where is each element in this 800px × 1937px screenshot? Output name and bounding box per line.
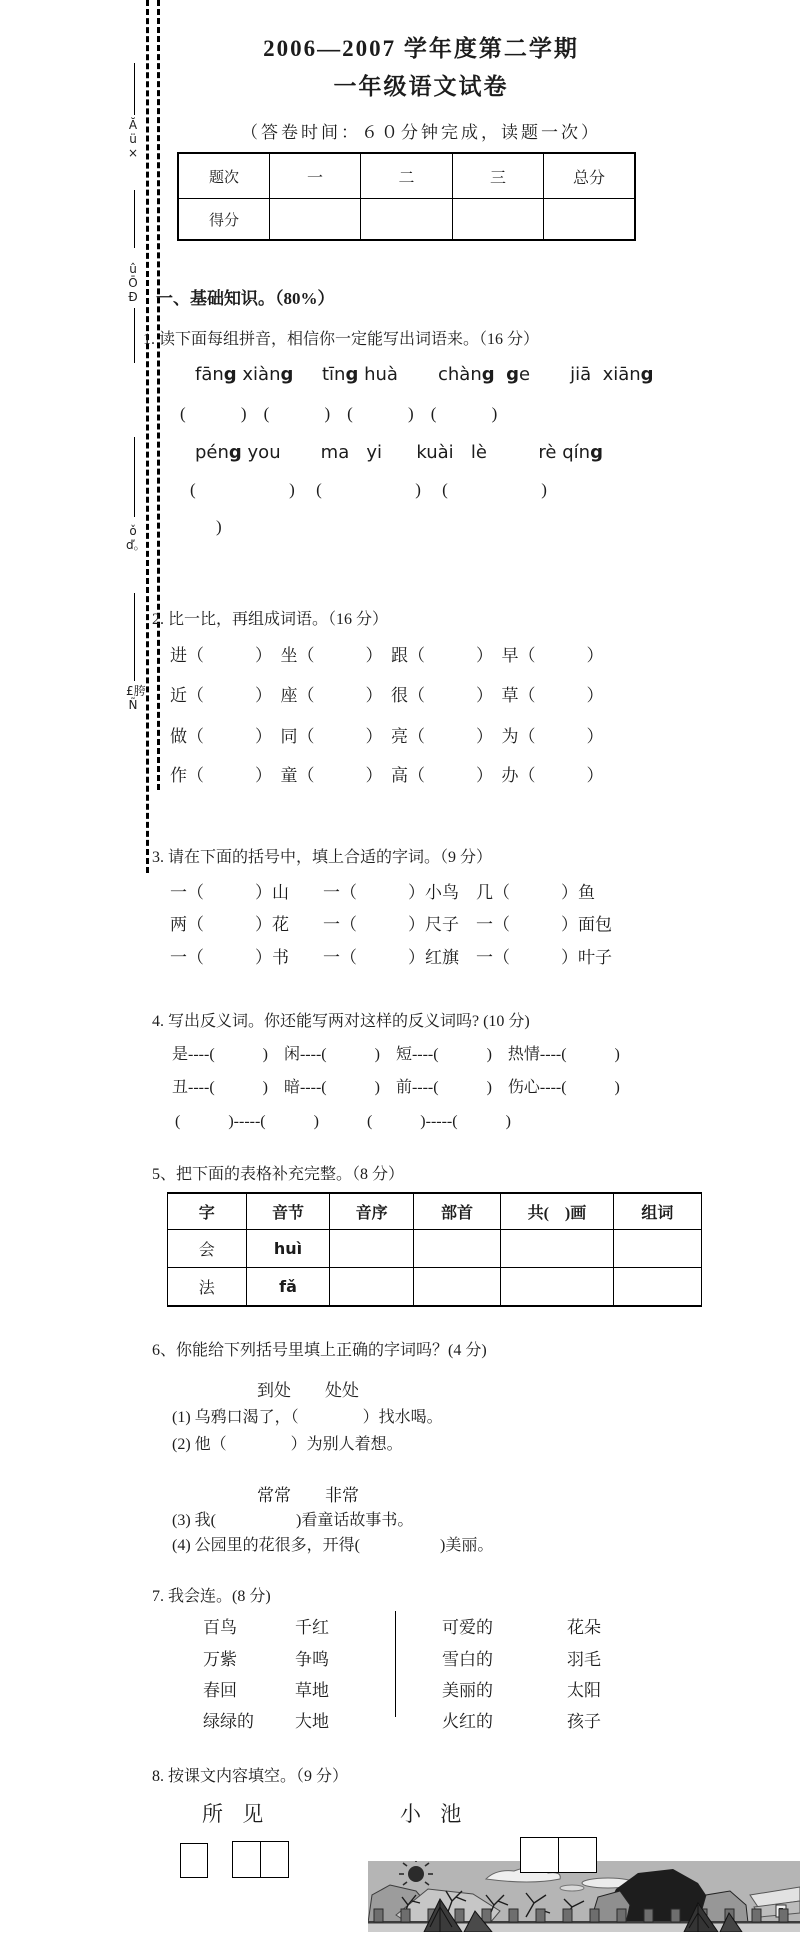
q5-header-row: [168, 1193, 702, 1230]
q5-label: 5、把下面的表格补充完整。（8 分）: [152, 1166, 405, 1183]
q1-wrapped-close-bracket: ): [216, 517, 222, 536]
q7-match-item: 花朵: [567, 1618, 601, 1637]
q3-row: 两（ ）花 一（ ）尺子 一（ ）面包: [170, 915, 612, 934]
q2-row: 作（ ） 童（ ） 高（ ） 办（ ）: [170, 766, 604, 785]
q6-sentence: (4) 公园里的花很多，开得( )美丽。: [172, 1537, 494, 1554]
seal-mark-text: ûŌĐ: [128, 262, 138, 304]
score-row-label: 得分: [178, 199, 270, 241]
q7-match-item: 美丽的: [442, 1681, 493, 1700]
exam-content: [140, 0, 702, 1932]
score-cell: [453, 199, 544, 241]
q7-column-divider: [395, 1611, 396, 1717]
score-header-cell: 总分: [544, 153, 636, 199]
q5-empty-cell: [330, 1230, 413, 1268]
writing-box: [261, 1841, 289, 1878]
q5-header-cell: 部首: [413, 1193, 500, 1230]
score-table-score-row: [178, 199, 635, 241]
q5-syllable-cell: huì: [246, 1230, 330, 1268]
q2-row: 近（ ） 座（ ） 很（ ） 草（ ）: [170, 686, 604, 705]
q5-empty-cell: [613, 1230, 701, 1268]
q6-sentence: (1) 乌鸦口渴了，（ ）找水喝。: [172, 1409, 443, 1426]
q8-writing-box-pair-right: [520, 1837, 597, 1873]
q3-row: 一（ ）山 一（ ）小鸟 几（ ）鱼: [170, 883, 595, 902]
score-header-cell: 三: [453, 153, 544, 199]
writing-box: [180, 1843, 208, 1878]
writing-box: [232, 1841, 261, 1878]
q7-match-item: 绿绿的: [203, 1712, 254, 1731]
q7-match-item: 百鸟: [203, 1618, 237, 1637]
q1-answer-brackets-row-2: ( ) ( ) ( ): [190, 480, 547, 499]
exam-time-note: （答卷时间：６０分钟完成，读题一次）: [241, 123, 601, 142]
q7-match-item: 可爱的: [442, 1618, 493, 1637]
q7-match-item: 千红: [295, 1618, 329, 1637]
q2-row: 进（ ） 坐（ ） 跟（ ） 早（ ）: [170, 646, 604, 665]
q8-writing-box-single: [180, 1843, 208, 1878]
exam-year-title: 2006—2007 学年度第二学期: [263, 36, 579, 61]
score-cell: [544, 199, 636, 241]
q5-empty-cell: [501, 1268, 614, 1307]
q8-writing-box-pair-left: [232, 1841, 289, 1878]
q7-match-item: 孩子: [567, 1712, 601, 1731]
q8-poem-title-xiaochi: 小 池: [400, 1802, 469, 1826]
q5-empty-cell: [413, 1230, 500, 1268]
q5-header-cell: 字: [168, 1193, 247, 1230]
score-table-header-row: [178, 153, 635, 199]
q7-match-item: 太阳: [567, 1681, 601, 1700]
q2-label: 2. 比一比，再组成词语。（16 分）: [152, 611, 389, 628]
q4-row: 是----( ) 闲----( ) 短----( ) 热情----( ): [172, 1046, 620, 1063]
q7-match-item: 争鸣: [295, 1650, 329, 1669]
q7-label: 7. 我会连。(8 分): [152, 1588, 271, 1605]
seal-line-segment: [134, 437, 135, 517]
q1-answer-brackets-row-1: ( ) ( ) ( ) ( ): [180, 404, 498, 423]
q6-label: 6、你能给下列括号里填上正确的字词吗？(4 分): [152, 1342, 487, 1359]
q5-empty-cell: [613, 1268, 701, 1307]
score-header-cell: 一: [270, 153, 361, 199]
writing-box: [520, 1837, 559, 1873]
seal-line-segment: [134, 190, 135, 248]
q5-char-cell: 会: [168, 1230, 247, 1268]
q5-empty-cell: [330, 1268, 413, 1307]
q8-label: 8. 按课文内容填空。（9 分）: [152, 1768, 349, 1785]
exam-subject-title: 一年级语文试卷: [333, 74, 509, 99]
q5-fill-table: [167, 1192, 702, 1307]
q5-header-cell: 组词: [613, 1193, 701, 1230]
q5-header-cell: 音序: [330, 1193, 413, 1230]
q4-row: ( )-----( ) ( )-----( ): [175, 1113, 511, 1130]
q2-row: 做（ ） 同（ ） 亮（ ） 为（ ）: [170, 727, 604, 746]
q1-pinyin-row-2: péng you ma yi kuài lè rè qíng: [195, 442, 603, 463]
section-1-heading: 一、基础知识。（80%）: [156, 289, 335, 308]
seal-mark-text: £胯Ñ: [126, 684, 146, 712]
q6-sentence: (2) 他（ ）为别人着想。: [172, 1436, 403, 1453]
q6-sentence: (3) 我( )看童话故事书。: [172, 1512, 414, 1529]
q5-char-cell: 法: [168, 1268, 247, 1307]
q6-word-options-2: 常常 非常: [257, 1486, 359, 1505]
q5-header-cell: 共( )画: [501, 1193, 614, 1230]
q5-empty-cell: [501, 1230, 614, 1268]
score-header-cell: 二: [361, 153, 453, 199]
q7-match-item: 羽毛: [567, 1650, 601, 1669]
q7-match-item: 万紫: [203, 1650, 237, 1669]
q5-data-row: [168, 1230, 702, 1268]
q7-match-item: 春回: [203, 1681, 237, 1700]
seal-mark-text: ǒď。: [126, 524, 146, 552]
q3-label: 3. 请在下面的括号中，填上合适的字词。（9 分）: [152, 849, 493, 866]
q7-match-item: 火红的: [442, 1712, 493, 1731]
q1-label: 1. 读下面每组拼音，相信你一定能写出词语来。（16 分）: [143, 331, 540, 348]
q7-match-item: 雪白的: [442, 1650, 493, 1669]
q6-word-options-1: 到处 处处: [257, 1381, 359, 1400]
q7-match-item: 大地: [295, 1712, 329, 1731]
writing-box: [559, 1837, 597, 1873]
q3-row: 一（ ）书 一（ ）红旗 一（ ）叶子: [170, 948, 612, 967]
q5-data-row: [168, 1268, 702, 1307]
seal-line-segment: [134, 308, 135, 363]
seal-line-segment: [134, 63, 135, 115]
seal-line-segment: [134, 593, 135, 681]
q7-match-item: 草地: [295, 1681, 329, 1700]
score-cell: [361, 199, 453, 241]
q5-syllable-cell: fǎ: [246, 1268, 330, 1307]
q4-row: 丑----( ) 暗----( ) 前----( ) 伤心----( ): [172, 1079, 620, 1096]
score-header-cell: 题次: [178, 153, 270, 199]
score-table: [177, 152, 636, 241]
q8-poem-title-suojian: 所 见: [202, 1802, 271, 1826]
score-cell: [270, 199, 361, 241]
q5-empty-cell: [413, 1268, 500, 1307]
seal-mark-text: Ăü×: [127, 118, 139, 160]
q1-pinyin-row-1: fāng xiàng tīng huà chàng ge jiā xiāng: [195, 364, 654, 385]
q4-label: 4. 写出反义词。你还能写两对这样的反义词吗? (10 分): [152, 1013, 530, 1030]
q5-header-cell: 音节: [246, 1193, 330, 1230]
